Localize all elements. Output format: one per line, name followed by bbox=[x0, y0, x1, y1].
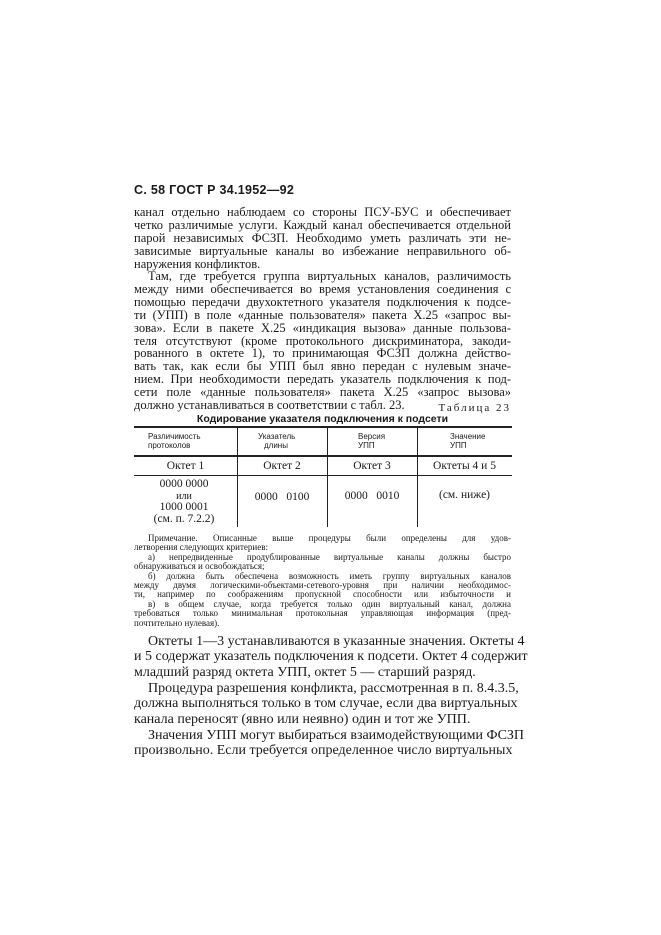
paragraph-line: Октеты 1—3 устанавливаются в указанные значения. Октеты 4 bbox=[148, 634, 525, 649]
note-line: требоваться только минимальная протокольная управляющая информация (пред- bbox=[134, 608, 511, 619]
note-line: между двумя логическими-объектами-сетевого-уровня при наличии необходимос- bbox=[134, 580, 511, 590]
header-cell: Указатель длины bbox=[258, 432, 296, 450]
note-line: обнаруживаться и освобождаться; bbox=[134, 561, 265, 572]
column-divider bbox=[417, 427, 418, 527]
paragraph-line: помощью передачи двухоктетного указателя подключения к подсе- bbox=[134, 294, 511, 309]
octet-cell: Октет 3 bbox=[353, 460, 391, 472]
note-line: в) в общем случае, когда требуется только один виртуальный канал, должна bbox=[148, 598, 511, 609]
column-divider bbox=[327, 427, 328, 527]
paragraph-line: между ними обеспечивается во время установления соединения с bbox=[134, 281, 511, 296]
paragraph-line: наружения конфликтов. bbox=[134, 256, 261, 271]
paragraph-line: канала переносят (явно или неявно) один и тот же УПП. bbox=[134, 711, 471, 727]
paragraph-line: вать так, как если бы УПП был явно передан с нулевым значе- bbox=[134, 359, 511, 374]
header-cell: Значение УПП bbox=[450, 432, 486, 450]
value-cell: 0000 0000 или 1000 0001 (см. п. 7.2.2) bbox=[153, 478, 215, 525]
note-line: почтительно нулевая). bbox=[134, 617, 220, 628]
note-line: летворения следующих критериев: bbox=[134, 542, 268, 553]
paragraph-line: ти (УПП) в поле «данные пользователя» пакета X.25 «запрос вы- bbox=[134, 307, 511, 322]
column-divider bbox=[237, 427, 238, 527]
paragraph-line: нием. При необходимости передать указатель подключения к под- bbox=[134, 372, 511, 387]
paragraph-line: и 5 содержат указатель подключения к подсети. Октет 4 содержит bbox=[134, 649, 528, 665]
paragraph-line: канал отдельно наблюдаем со стороны ПСУ-БУС и обеспечивает bbox=[134, 205, 511, 219]
header-cell: Версия УПП bbox=[358, 432, 386, 450]
table-caption: Таблица 23 bbox=[438, 402, 511, 414]
value-cell: (см. ниже) bbox=[439, 489, 490, 501]
table-octet-rule bbox=[134, 475, 512, 476]
table-header-rule bbox=[134, 455, 512, 457]
paragraph-line: Процедура разрешения конфликта, рассмотренная в п. 8.4.3.5, bbox=[148, 681, 519, 696]
paragraph-line: младший разряд октета УПП, октет 5 — старший разряд. bbox=[134, 664, 476, 680]
note-line: б) должна быть обеспечена возможность иметь группу виртуальных каналов bbox=[148, 570, 511, 581]
note-line: а) непредвиденные продублированные виртуальные каналы должны быстро bbox=[148, 551, 511, 562]
octet-cell: Октет 1 bbox=[166, 460, 205, 472]
note-line: ти, например по соображениям пропускной способности или избыточности и bbox=[134, 589, 511, 600]
table-title: Кодирование указателя подключения к подсети bbox=[196, 413, 449, 425]
paragraph-line: зова». Если в пакете X.25 «индикация вызова» данные пользова- bbox=[134, 320, 511, 335]
page-header: С. 58 ГОСТ Р 34.1952—92 bbox=[134, 183, 295, 197]
paragraph-line: рованного в октете 1), то принимающая ФСЗП должна действо- bbox=[134, 346, 511, 361]
paragraph-line: парой независимых ФСЗП. Необходимо уметь различать эти не- bbox=[134, 230, 511, 245]
header-cell: Различимость протоколов bbox=[148, 432, 201, 450]
paragraph-line: должна выполняться только в том случае, если два виртуальных bbox=[134, 696, 518, 712]
paragraph-line: произвольно. Если требуется определенное число виртуальных bbox=[134, 743, 513, 759]
note-line: Примечание. Описанные выше процедуры были определены для удов- bbox=[148, 533, 511, 543]
paragraph-line: четко различимые услуги. Каждый канал обеспечивается отдельной bbox=[134, 217, 511, 232]
paragraph-line: теля отсутствуют (кроме протокольного дискриминатора, закоди- bbox=[134, 333, 511, 348]
paragraph-line: зависимые виртуальные каналы во избежание неправильного об- bbox=[134, 243, 511, 258]
paragraph-line: Там, где требуется группа виртуальных каналов, различимость bbox=[148, 269, 511, 283]
paragraph-line: сети поле «данные пользователя» пакета X.25 «запрос вызова» bbox=[134, 385, 511, 400]
paragraph-line: должно устанавливаться в соответствии с табл. 23. bbox=[134, 398, 405, 412]
value-cell: 0000 0100 bbox=[254, 491, 310, 503]
octet-cell: Октет 2 bbox=[263, 460, 301, 472]
paragraph-line: Значения УПП могут выбираться взаимодействующими ФСЗП bbox=[148, 728, 525, 743]
octet-cell: Октеты 4 и 5 bbox=[433, 460, 496, 472]
table-top-rule bbox=[134, 426, 512, 428]
value-cell: 0000 0010 bbox=[344, 490, 400, 502]
